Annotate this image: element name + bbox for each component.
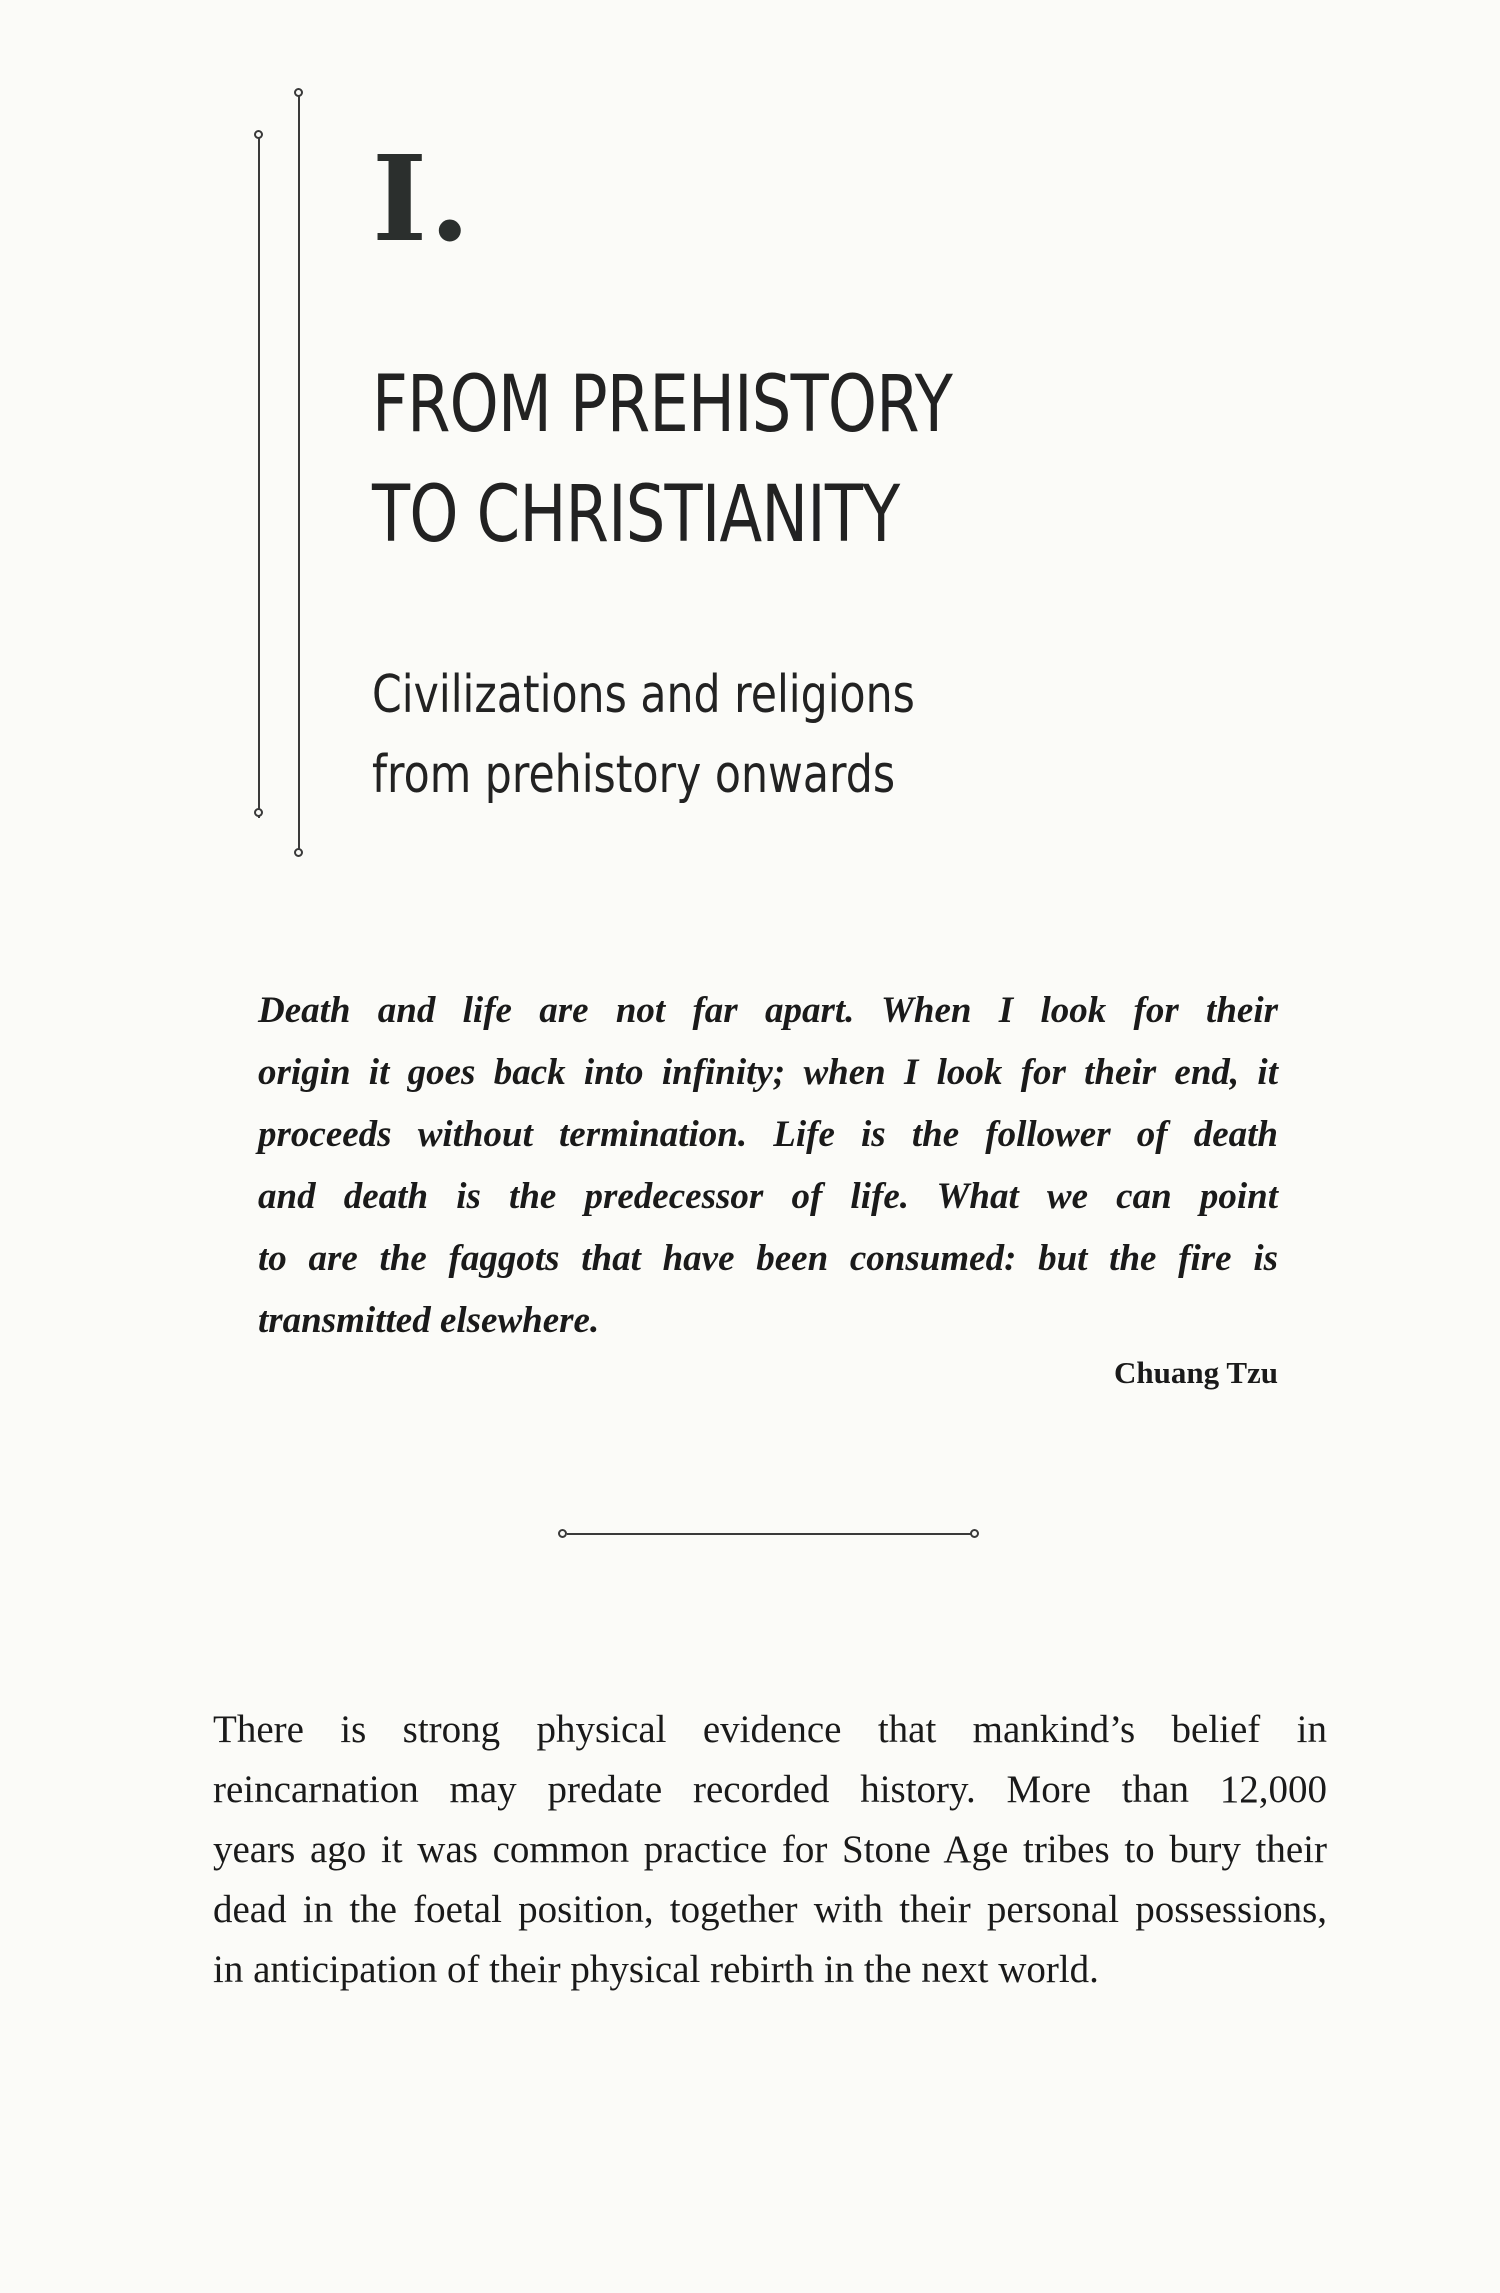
divider-knob-right: [970, 1529, 979, 1538]
epigraph-line: proceeds without termination. Life is the follower of death: [258, 1114, 1278, 1155]
body-line: dead in the foetal position, together with their personal possessions,: [213, 1888, 1327, 1931]
rule-knob-top-outer: [254, 130, 263, 139]
chapter-number: I.: [372, 129, 473, 268]
chapter-title: [372, 350, 952, 570]
chapter-subtitle-line-1: Civilizations and religions: [372, 665, 915, 725]
rule-knob-top-inner: [294, 88, 303, 97]
chapter-title-line-1: FROM PREHISTORY: [372, 360, 953, 450]
epigraph-line: to are the faggots that have been consumed: but the fire is: [258, 1238, 1278, 1279]
chapter-subtitle-line-2: from prehistory onwards: [372, 745, 896, 805]
body-line: reincarnation may predate recorded history. More than 12,000: [213, 1768, 1327, 1811]
epigraph-line: Death and life are not far apart. When I look for their: [258, 990, 1278, 1031]
chapter-title-line-2: TO CHRISTIANITY: [372, 470, 900, 560]
epigraph-line: origin it goes back into infinity; when I look for their end, it: [258, 1052, 1278, 1093]
divider-knob-left: [558, 1529, 567, 1538]
body-line: in anticipation of their physical rebirth in the next world.: [213, 1948, 1099, 1991]
chapter-subtitle: [372, 655, 915, 815]
section-divider: [567, 1533, 973, 1535]
rule-knob-bottom-outer: [254, 808, 263, 817]
body-paragraph: [213, 1700, 1327, 2000]
epigraph-line: and death is the predecessor of life. What we can point: [258, 1176, 1278, 1217]
rule-knob-bottom-inner: [294, 848, 303, 857]
body-line: years ago it was common practice for Stone Age tribes to bury their: [213, 1828, 1327, 1871]
decorative-rule-inner: [298, 96, 300, 854]
epigraph-line: transmitted elsewhere.: [258, 1300, 600, 1341]
decorative-rule-outer: [258, 138, 260, 818]
epigraph-quote: [258, 980, 1278, 1352]
body-line: There is strong physical evidence that mankind’s belief in: [213, 1708, 1327, 1751]
epigraph-attribution: Chuang Tzu: [1114, 1355, 1278, 1390]
